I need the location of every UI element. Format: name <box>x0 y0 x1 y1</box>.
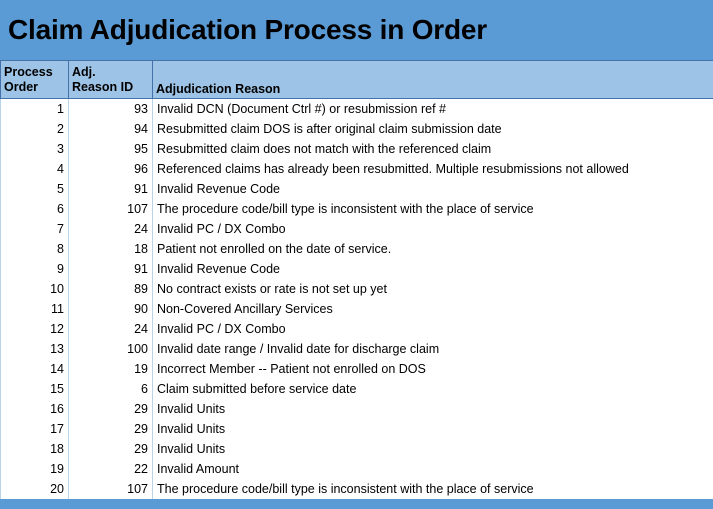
table-row <box>1 259 713 279</box>
column-header-process-order-line2: Order <box>4 80 39 95</box>
cell-reason-id: 91 <box>69 179 153 199</box>
cell-process-order: 7 <box>1 219 69 239</box>
cell-adjudication-reason: Claim submitted before service date <box>153 379 713 399</box>
cell-process-order: 15 <box>1 379 69 399</box>
cell-adjudication-reason: Patient not enrolled on the date of service. <box>153 239 713 259</box>
column-header-process-order <box>1 61 69 99</box>
column-header-reason-id-line2: Reason ID <box>72 80 134 95</box>
cell-process-order: 14 <box>1 359 69 379</box>
cell-process-order: 18 <box>1 439 69 459</box>
cell-adjudication-reason: Invalid Units <box>153 399 713 419</box>
cell-process-order: 1 <box>1 99 69 119</box>
cell-reason-id: 96 <box>69 159 153 179</box>
cell-adjudication-reason: No contract exists or rate is not set up yet <box>153 279 713 299</box>
cell-adjudication-reason: Invalid Revenue Code <box>153 179 713 199</box>
cell-adjudication-reason: Invalid Revenue Code <box>153 259 713 279</box>
cell-reason-id: 91 <box>69 259 153 279</box>
cell-reason-id: 94 <box>69 119 153 139</box>
cell-process-order: 9 <box>1 259 69 279</box>
cell-reason-id: 89 <box>69 279 153 299</box>
cell-adjudication-reason: Invalid Units <box>153 419 713 439</box>
table-row <box>1 439 713 459</box>
cell-process-order: 8 <box>1 239 69 259</box>
cell-adjudication-reason: Resubmitted claim does not match with the referenced claim <box>153 139 713 159</box>
cell-reason-id: 6 <box>69 379 153 399</box>
cell-process-order: 20 <box>1 479 69 499</box>
cell-reason-id: 24 <box>69 219 153 239</box>
cell-process-order: 16 <box>1 399 69 419</box>
table-row <box>1 199 713 219</box>
column-header-adjudication-reason: Adjudication Reason <box>153 61 713 99</box>
cell-reason-id: 22 <box>69 459 153 479</box>
table-row <box>1 239 713 259</box>
cell-process-order: 10 <box>1 279 69 299</box>
cell-process-order: 3 <box>1 139 69 159</box>
cell-process-order: 13 <box>1 339 69 359</box>
cell-reason-id: 95 <box>69 139 153 159</box>
cell-process-order: 6 <box>1 199 69 219</box>
cell-reason-id: 93 <box>69 99 153 119</box>
cell-reason-id: 107 <box>69 199 153 219</box>
cell-process-order: 17 <box>1 419 69 439</box>
table-row <box>1 279 713 299</box>
cell-adjudication-reason: Resubmitted claim DOS is after original claim submission date <box>153 119 713 139</box>
cell-process-order: 19 <box>1 459 69 479</box>
cell-adjudication-reason: The procedure code/bill type is inconsistent with the place of service <box>153 479 713 499</box>
cell-reason-id: 24 <box>69 319 153 339</box>
table-row <box>1 399 713 419</box>
table-body <box>1 99 713 499</box>
table-header <box>1 61 713 99</box>
cell-process-order: 11 <box>1 299 69 319</box>
cell-process-order: 12 <box>1 319 69 339</box>
cell-reason-id: 29 <box>69 399 153 419</box>
claim-adjudication-table <box>0 60 713 499</box>
cell-reason-id: 18 <box>69 239 153 259</box>
column-header-reason-id <box>69 61 153 99</box>
table-row <box>1 219 713 239</box>
cell-reason-id: 29 <box>69 419 153 439</box>
cell-reason-id: 107 <box>69 479 153 499</box>
cell-reason-id: 100 <box>69 339 153 359</box>
page-title: Claim Adjudication Process in Order <box>8 14 487 45</box>
cell-adjudication-reason: Invalid Units <box>153 439 713 459</box>
table-row <box>1 379 713 399</box>
cell-process-order: 4 <box>1 159 69 179</box>
table-row <box>1 119 713 139</box>
cell-adjudication-reason: Incorrect Member -- Patient not enrolled on DOS <box>153 359 713 379</box>
table-row <box>1 339 713 359</box>
table-row <box>1 319 713 339</box>
cell-adjudication-reason: Invalid Amount <box>153 459 713 479</box>
cell-reason-id: 90 <box>69 299 153 319</box>
table-row <box>1 479 713 499</box>
cell-adjudication-reason: The procedure code/bill type is inconsistent with the place of service <box>153 199 713 219</box>
table-row <box>1 419 713 439</box>
cell-adjudication-reason: Invalid PC / DX Combo <box>153 219 713 239</box>
table-row <box>1 159 713 179</box>
table-row <box>1 459 713 479</box>
cell-adjudication-reason: Invalid date range / Invalid date for discharge claim <box>153 339 713 359</box>
column-header-process-order-line1: Process <box>4 64 53 79</box>
table-row <box>1 359 713 379</box>
cell-process-order: 5 <box>1 179 69 199</box>
cell-reason-id: 29 <box>69 439 153 459</box>
table-row <box>1 299 713 319</box>
cell-adjudication-reason: Invalid PC / DX Combo <box>153 319 713 339</box>
page-title-bar <box>0 0 713 60</box>
table-row <box>1 99 713 119</box>
cell-adjudication-reason: Invalid DCN (Document Ctrl #) or resubmission ref # <box>153 99 713 119</box>
table-header-row <box>1 61 713 99</box>
cell-adjudication-reason: Referenced claims has already been resubmitted. Multiple resubmissions not allowed <box>153 159 713 179</box>
table-row <box>1 179 713 199</box>
cell-adjudication-reason: Non-Covered Ancillary Services <box>153 299 713 319</box>
column-header-reason-id-line1: Adj. <box>72 64 96 79</box>
cell-reason-id: 19 <box>69 359 153 379</box>
cell-process-order: 2 <box>1 119 69 139</box>
table-row <box>1 139 713 159</box>
